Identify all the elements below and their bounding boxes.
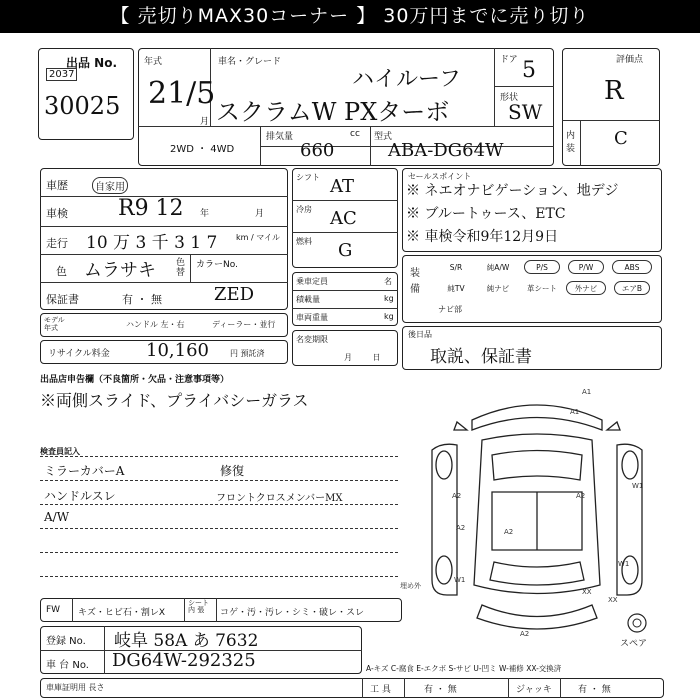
car-model: スクラムW PXターボ [216, 98, 450, 126]
chassis-label: 車 台 No. [46, 660, 89, 671]
displacement-unit: cc [350, 129, 360, 139]
mileage-unit: km / マイル [236, 233, 281, 242]
load-label: 積載量 [296, 295, 320, 304]
equip-ps: P/S [524, 260, 560, 274]
note-w1-rear: W1 [618, 560, 630, 568]
note-a1-mirror: A1 [570, 408, 580, 416]
interior-label: 内装 [566, 131, 576, 154]
color-value: ムラサキ [84, 260, 156, 281]
interior-value: C [614, 128, 628, 149]
fw-label: FW [46, 605, 61, 615]
nenshiki-value: 21/5 [148, 76, 216, 111]
lot-stamp: 2037 [46, 68, 77, 81]
warranty-label: 保証書 [46, 293, 79, 306]
notes-label: 出品店申告欄（不良箇所・欠品・注意事項等） [40, 375, 230, 385]
sales-line-2: ※ ブルートゥース、ETC [406, 206, 566, 222]
car-damage-diagram [400, 380, 662, 640]
equip-pw: P/W [568, 260, 604, 274]
note-a2-bottom: A2 [520, 630, 530, 638]
inspector-line-1: ミラーカバーA [44, 464, 125, 478]
equip-tv: 純TV [447, 284, 465, 293]
namechange-label: 名変期限 [296, 335, 328, 344]
mileage-label: 走行 [46, 237, 68, 250]
inspector-right-1: 修復 [220, 464, 245, 478]
page-banner: 【 売切りMAX30コーナー 】 30万円までに売り切り [0, 0, 700, 33]
equip-abs: ABS [612, 260, 652, 274]
mileage-value: 10 万 3 千 3 1 7 [86, 233, 218, 253]
color-code: ZED [214, 284, 255, 305]
sales-label: セールスポイント [408, 172, 472, 181]
note-a2-center: A2 [504, 528, 514, 536]
spare-label: スペア [620, 639, 648, 649]
equip-sr: S/R [449, 263, 463, 272]
katashiki-value: ABA-DG64W [388, 140, 504, 161]
lot-label: 出品 No. [66, 56, 118, 70]
score-label: 評価点 [616, 55, 644, 65]
equip-leather: 革シート [527, 284, 557, 293]
note-a1-top: A1 [582, 388, 592, 396]
fuel-value: G [338, 240, 353, 261]
spare-tire-icon [626, 612, 648, 634]
inspector-right-2: フロントクロスメンバーMX [216, 493, 343, 504]
equip-airbag: エアB [614, 281, 650, 295]
note-a2-left2: A2 [456, 524, 466, 532]
sales-line-3: ※ 車検令和9年12月9日 [406, 229, 559, 245]
note-a2-left: A2 [452, 492, 462, 500]
note-xx-1: XX [582, 588, 592, 596]
lot-number: 30025 [44, 92, 121, 120]
namechange-unit: 月 日 [344, 353, 381, 362]
notes-value: ※両側スライド、プライバシーガラス [40, 391, 309, 410]
recycle-unit: 円 預託済 [230, 349, 265, 358]
note-a2-right: A2 [576, 492, 586, 500]
sales-line-1: ※ ネエオナビゲーション、地デジ [406, 183, 619, 199]
ac-label: 冷房 [296, 205, 312, 214]
fw-value: キズ・ヒビ石・割レX [78, 608, 165, 618]
equip-aw: 純A/W [486, 263, 510, 272]
legend: A-キズ C-腐食 E-エクボ S-サビ U-凹ミ W-補修 XX-交換済 [366, 664, 562, 673]
warranty-options: 有 ・ 無 [122, 293, 162, 306]
jack-label: ジャッキ [516, 685, 552, 695]
handle-label: ハンドル 左・右 [126, 320, 185, 329]
history-value: 自家用 [92, 177, 128, 194]
shaken-year: 年 [200, 209, 210, 219]
history-label: 車歴 [46, 179, 68, 192]
car-grade: ハイルーフ [352, 67, 461, 92]
navi-label: ナビ部 [438, 305, 462, 314]
shaken-value: R9 12 [118, 196, 184, 221]
seat-label: シート 内 張 [188, 599, 209, 614]
note-remark: 埋め外 [400, 582, 421, 590]
later-label: 後日品 [408, 330, 432, 339]
doors-value: 5 [522, 58, 536, 83]
shift-value: AT [330, 176, 355, 197]
recycle-value: 10,160 [146, 340, 209, 361]
reg-label: 登録 No. [46, 636, 86, 647]
tools-label: 工 具 [370, 685, 391, 695]
note-xx-2: XX [608, 596, 618, 604]
inspector-label: 検査員記入 [40, 447, 80, 456]
seat-value: コゲ・汚・汚レ・シミ・破レ・スレ [220, 608, 365, 618]
ac-value: AC [330, 208, 357, 229]
displacement-value: 660 [300, 140, 335, 161]
inspector-line-3: A/W [44, 510, 70, 524]
nenshiki-month: 月 [200, 117, 210, 127]
jack-options: 有 ・ 無 [578, 685, 611, 695]
garage-length-label: 車庫証明用 長さ [46, 683, 105, 692]
reg-value: 岐阜 58A あ 7632 [114, 631, 259, 651]
equip-outnavi: 外ナビ [566, 281, 606, 295]
recycle-label: リサイクル料金 [48, 349, 110, 359]
shaken-label: 車検 [46, 207, 68, 220]
capacity-label: 乗車定員 [296, 277, 328, 286]
model-year-label: モデル 年式 [44, 316, 65, 332]
note-w1-right: W1 [632, 482, 644, 490]
shape-label: 形状 [500, 93, 519, 103]
chassis-value: DG64W-292325 [112, 650, 256, 671]
fuel-label: 燃料 [296, 237, 312, 246]
doors-label: ドア [500, 55, 518, 65]
shift-label: シフト [296, 173, 320, 182]
later-value: 取説、保証書 [430, 347, 532, 367]
equip-navi: 純ナビ [486, 284, 510, 293]
capacity-unit: 名 [384, 277, 392, 286]
note-w1-left: W1 [454, 576, 466, 584]
tools-options: 有 ・ 無 [424, 685, 457, 695]
weight-label: 車両重量 [296, 313, 328, 322]
displacement-label: 排気量 [266, 132, 294, 142]
color-label: 色 [56, 265, 67, 278]
color-change: 色替 [176, 258, 186, 278]
dealer-label: ディーラー・並行 [212, 320, 276, 329]
bottom-row [40, 678, 664, 698]
nenshiki-label: 年式 [144, 57, 163, 67]
shaken-month: 月 [255, 209, 265, 219]
score-value: R [604, 76, 624, 106]
load-unit: kg [384, 294, 394, 303]
color-code-label: カラーNo. [196, 260, 238, 270]
equipment-label: 装 備 [410, 268, 420, 295]
weight-unit: kg [384, 312, 394, 321]
shape-value: SW [508, 100, 543, 124]
katashiki-label: 型式 [374, 132, 393, 142]
car-label: 車名・グレード [218, 57, 282, 67]
inspector-line-2: ハンドルスレ [44, 489, 116, 503]
drive-label: 2WD ・ 4WD [170, 144, 235, 155]
